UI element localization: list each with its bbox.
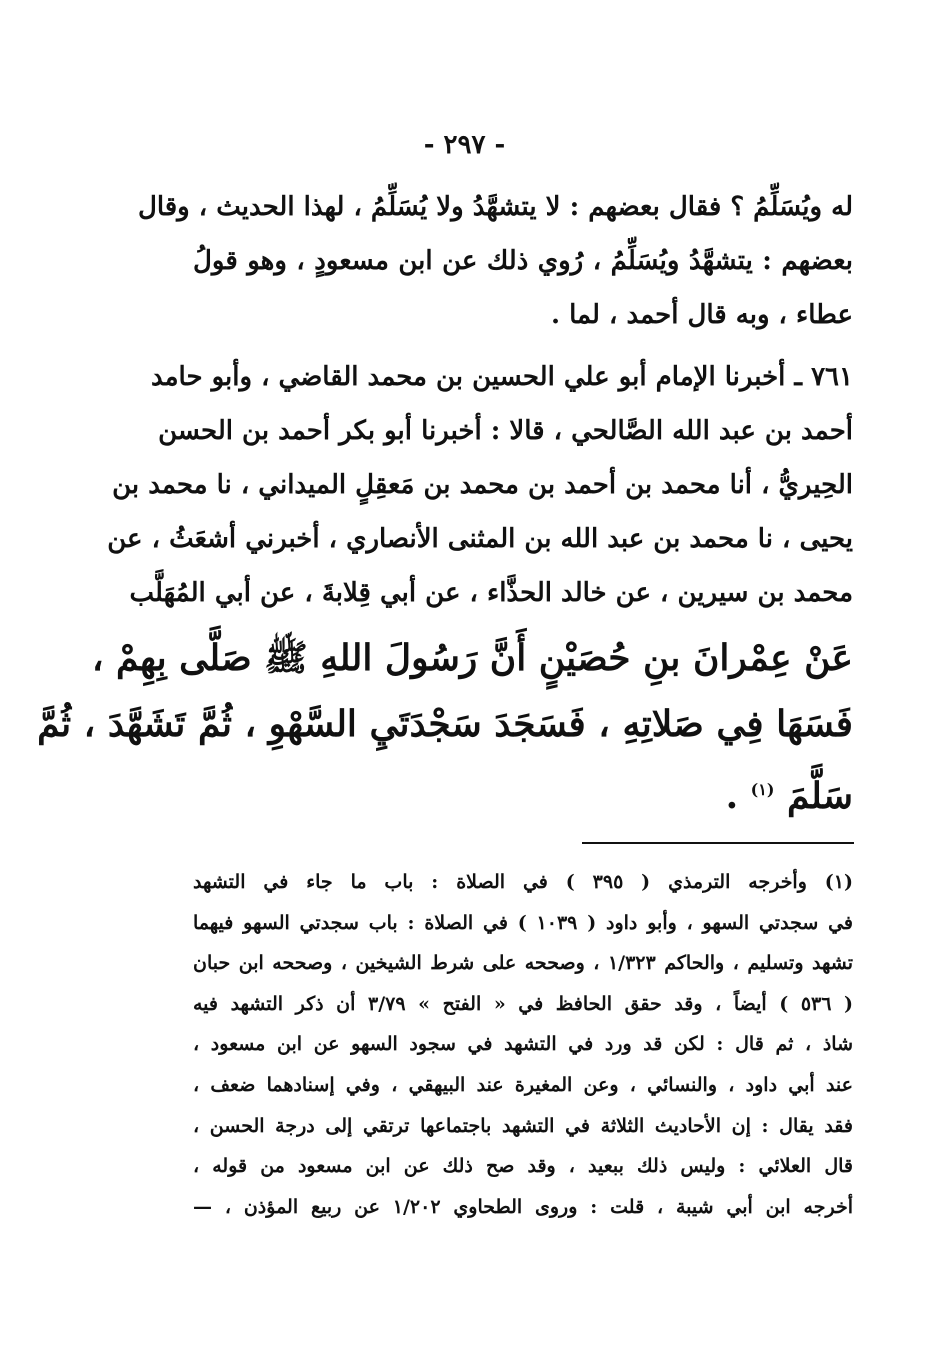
text-line: عطاء ، وبه قال أحمد ، لما . [550, 300, 853, 330]
footnotes [193, 862, 853, 1227]
footnote-line: شاذ ، ثم قال : لكن قد ورد في التشهد في سجود السهو عن ابن مسعود ، [193, 1033, 853, 1056]
hadith-line: سَلَّمَ [786, 775, 853, 817]
footnote-line: فقد يقال : إن الأحاديث الثلاثة في التشهد باجتماعها ترتقي إلى درجة الحسن ، [193, 1114, 853, 1137]
text-line: يحيى ، نا محمد بن عبد الله بن المثنى الأنصاري ، أخبرني أشعَثُ ، عن [107, 524, 853, 554]
paragraph-isnad [107, 350, 853, 620]
paragraph-commentary [137, 180, 853, 342]
hadith-line-last [193, 757, 853, 823]
page-number: - ٢٩٧ - [423, 130, 506, 160]
footnote-line: أخرجه ابن أبي شيبة ، قلت : وروى الطحاوي ١/٢٠٢ عن ربيع المؤذن ، — [193, 1195, 853, 1218]
footnote-line: (١) وأخرجه الترمذي ( ٣٩٥ ) في الصلاة : باب ما جاء في التشهد [193, 871, 853, 893]
text-line: ٧٦١ ـ أخبرنا الإمام أبو علي الحسين بن محمد القاضي ، وأبو حامد [150, 362, 853, 392]
footnote-marker: (١) [750, 780, 775, 799]
footnote-line: قال العلائي : وليس ذلك ببعيد ، وقد صح ذلك عن ابن مسعود من قوله ، [193, 1155, 853, 1178]
footnote-line: ( ٥٣٦ ) أيضاً ، وقد حقق الحافظ في « الفتح » ٣/٧٩ أن ذكر التشهد فيه [193, 992, 853, 1015]
end-mark: . [725, 775, 739, 817]
hadith-text [37, 625, 853, 823]
footnote-line: عند أبي داود ، والنسائي ، وعن المغيرة عند البيهقي ، وفي إسنادهما ضعف ، [193, 1073, 853, 1096]
footnote-line: في سجدتي السهو ، وأبو داود ( ١٠٣٩ ) في الصلاة : باب سجدتي السهو فيهما [193, 911, 853, 934]
text-line: أحمد بن عبد الله الصَّالحي ، قالا : أخبرنا أبو بكر أحمد بن الحسن [158, 416, 853, 446]
hadith-line: فَسَهَا فِي صَلاتِهِ ، فَسَجَدَ سَجْدَتَيِ السَّهْوِ ، ثُمَّ تَشَهَّدَ ، ثُمَّ [37, 703, 853, 745]
footnote-divider [582, 842, 854, 844]
text-line: له ويُسَلِّمُ ؟ فقال بعضهم : لا يتشهَّدُ ولا يُسَلِّمُ ، لهذا الحديث ، وقال [137, 192, 853, 222]
text-line: محمد بن سيرين ، عن خالد الحذَّاء ، عن أبي قِلابةَ ، عن أبي المُهَلَّب [129, 578, 853, 608]
text-line: الحِيريُّ ، أنا محمد بن أحمد بن محمد بن مَعقِلٍ الميداني ، نا محمد بن [112, 470, 853, 500]
text-line: بعضهم : يتشهَّدُ ويُسَلِّمُ ، رُوي ذلك عن ابن مسعودٍ ، وهو قولُ [193, 246, 853, 276]
hadith-line: عَنْ عِمْرانَ بنِ حُصَيْنٍ أَنَّ رَسُولَ اللهِ ﷺ صَلَّى بِهِمْ ، [91, 637, 853, 679]
footnote-line: تشهد وتسليم ، والحاكم ١/٣٢٣ ، وصححه على شرط الشيخين ، وصححه ابن حبان [193, 952, 853, 975]
